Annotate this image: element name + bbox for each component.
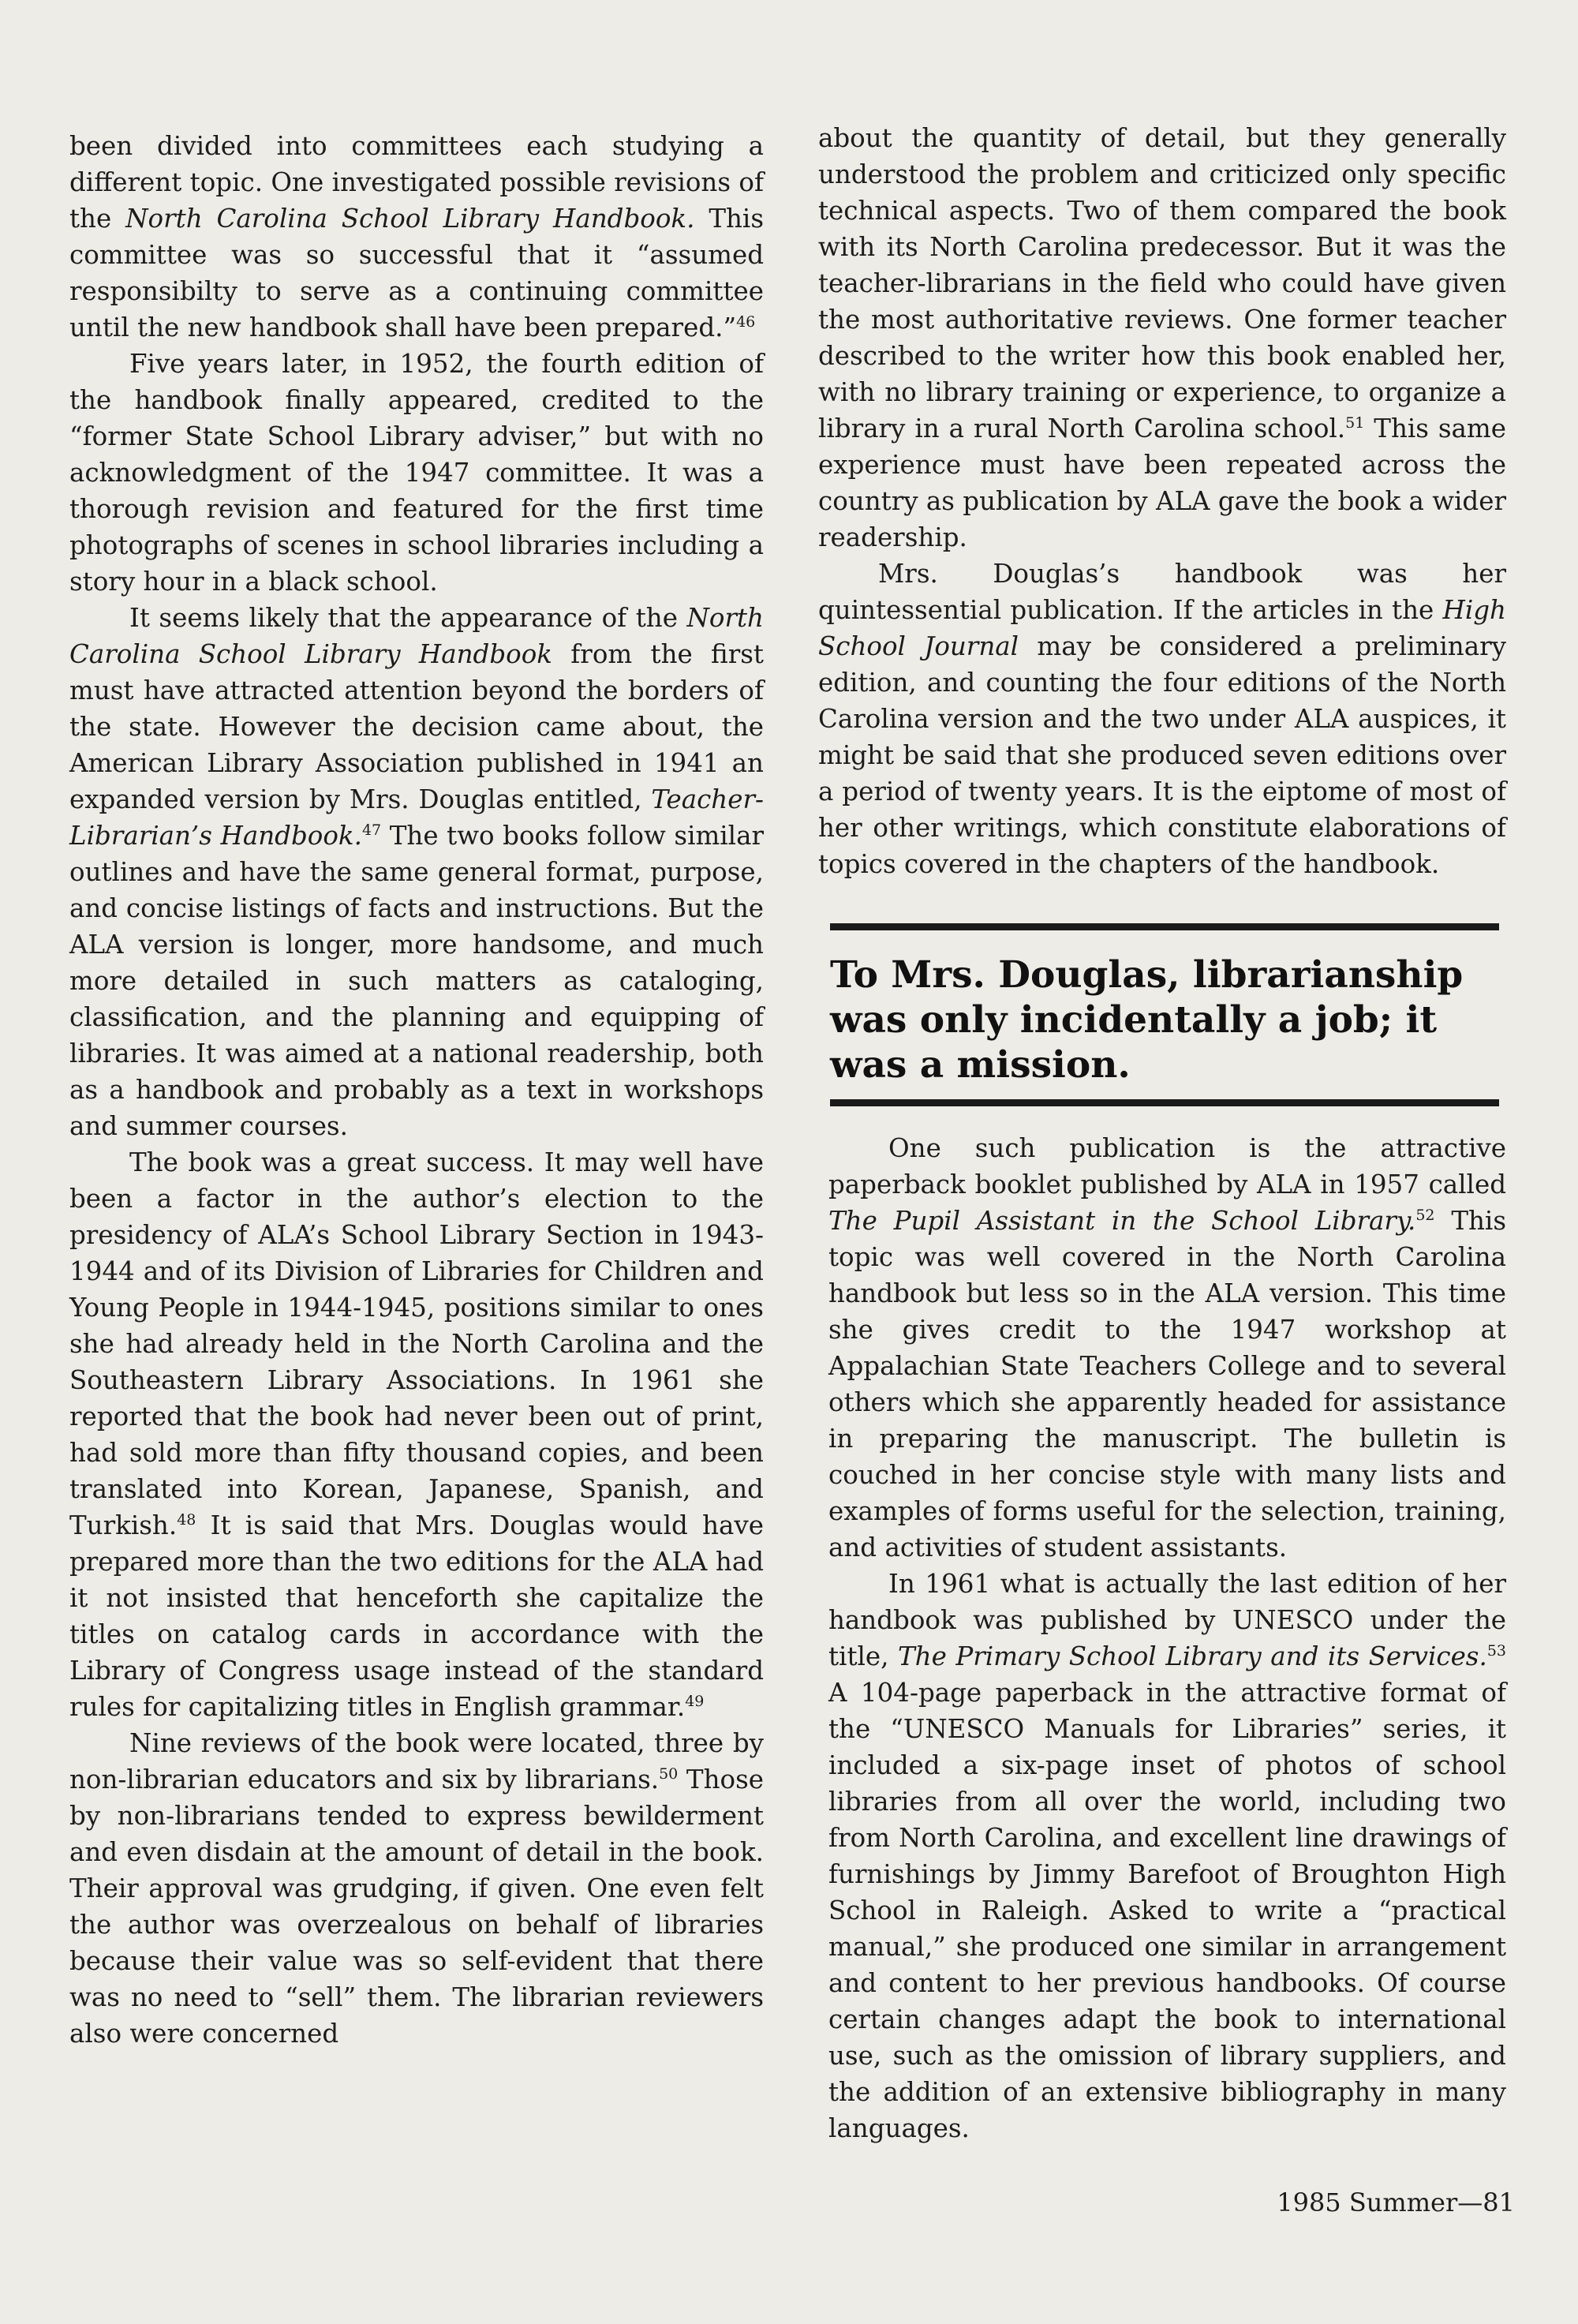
left-paragraph-2: Five years later, in 1952, the fourth edition of the handbook finally appeared, credited to the “former State School Library adviser,” but with no acknowledgment of the 1947 committee. It was a thorough revision and featured for the first time photographs of scenes in school libraries including a story hour in a black school.: [69, 349, 764, 597]
right-column-bottom: [828, 1130, 1506, 2146]
right-paragraph-1: about the quantity of detail, but they generally understood the problem and criticized only specific technical aspects. Two of them compared the book with its North Carolina predecessor. But it was the teacher-librarians in the field who could have given the most authoritative reviews. One former teacher described to the writer how this book enabled her, with no library training or experience, to organize a library in a rural North Carolina school.$^{51}$ This same experience must have been repeated across the country as publication by ALA gave the book a wider readership.: [818, 123, 1506, 552]
left-paragraph-5: Nine reviews of the book were located, three by non-librarian educators and six by librarians.$^{50}$ Those by non-librarians tended to express bewilderment and even disdain at the amount of detail in the book. Their approval was grudging, if given. One even felt the author was overzealous on behalf of libraries because their value was so self-evident that there was no need to “sell” them. The librarian reviewers also were concerned: [69, 1728, 764, 2049]
footnote-ref: 49: [685, 1693, 705, 1711]
page-folio: 1985 Summer—81: [1277, 2187, 1515, 2217]
left-column: [69, 128, 764, 2052]
book-title: North Carolina School Library Handbook: [69, 603, 764, 669]
left-paragraph-3: It seems likely that the appearance of the North Carolina School Library Handbook from the first must have attracted attention beyond the borders of the state. However the decision came about, the American Library Association published in 1941 an expanded version by Mrs. Douglas entitled, Teacher-Librarian’s Handbook.$^{47}$ The two books follow similar outlines and have the same general format, purpose, and concise listings of facts and instructions. But the ALA version is longer, more handsome, and much more detailed in such matters as cataloging, classification, and the planning and equipping of libraries. It was aimed at a national readership, both as a handbook and probably as a text in workshops and summer courses.: [69, 603, 764, 1141]
footnote-ref: 50: [659, 1765, 679, 1783]
right-paragraph-2: Mrs. Douglas’s handbook was her quintessential publication. If the articles in the High School Journal may be considered a preliminary edition, and counting the four editions of the North Carolina version and the two under ALA auspices, it might be said that she produced seven editions over a period of twenty years. It is the eiptome of most of her other writings, which constitute elaborations of topics covered in the chapters of the handbook.: [818, 559, 1506, 879]
left-paragraph-1: been divided into committees each studying a different topic. One investigated possible revisions of the North Carolina School Library Handbook. This committee was so successful that it “assumed responsibilty to serve as a continuing committee until the new handbook shall have been prepared.”$^{46}$: [69, 131, 764, 342]
pull-quote-top-rule: [830, 923, 1499, 930]
footnote-ref: 53: [1486, 1642, 1506, 1660]
book-title: Teacher-Librarian’s Handbook.: [69, 784, 764, 851]
left-paragraph-4: The book was a great success. It may well have been a factor in the author’s election to the presidency of ALA’s School Library Section in 1943-1944 and of its Division of Libraries for Children and Young People in 1944-1945, positions similar to ones she had already held in the North Carolina and the Southeastern Library Associations. In 1961 she reported that the book had never been out of print, had sold more than fifty thousand copies, and been translated into Korean, Japanese, Spanish, and Turkish.$^{48}$ It is said that Mrs. Douglas would have prepared more than the two editions for the ALA had it not insisted that henceforth she capitalize the titles on catalog cards in accordance with the Library of Congress usage instead of the standard rules for capitalizing titles in English grammar.$^{49}$: [69, 1147, 764, 1722]
footnote-ref: 47: [361, 821, 382, 840]
footnote-ref: 48: [177, 1511, 196, 1529]
journal-title: High School Journal: [818, 595, 1506, 661]
book-title: The Primary School Library and its Services.: [898, 1641, 1487, 1671]
book-title: The Pupil Assistant in the School Library.: [828, 1206, 1416, 1236]
footnote-ref: 52: [1415, 1207, 1435, 1225]
right-column-top: [818, 120, 1506, 882]
footnote-ref: 51: [1345, 414, 1365, 432]
pull-quote-bottom-rule: [830, 1099, 1499, 1106]
book-title: North Carolina School Library Handbook.: [125, 204, 695, 234]
footnote-ref: 46: [736, 313, 756, 331]
pull-quote: To Mrs. Douglas, librarianship was only incidentally a job; it was a mission.: [830, 953, 1464, 1087]
right-paragraph-3: One such publication is the attractive paperback booklet published by ALA in 1957 called The Pupil Assistant in the School Library.$^{52}$ This topic was well covered in the North Carolina handbook but less so in the ALA version. This time she gives credit to the 1947 workshop at Appalachian State Teachers College and to several others which she apparently headed for assistance in preparing the manuscript. The bulletin is couched in her concise style with many lists and examples of forms useful for the selection, training, and activities of student assistants.: [828, 1133, 1506, 1562]
right-paragraph-4: In 1961 what is actually the last edition of her handbook was published by UNESCO under the title, The Primary School Library and its Services.$^{53}$ A 104-page paperback in the attractive format of the “UNESCO Manuals for Libraries” series, it included a six-page inset of photos of school libraries from all over the world, including two from North Carolina, and excellent line drawings of furnishings by Jimmy Barefoot of Broughton High School in Raleigh. Asked to write a “practical manual,” she produced one similar in arrangement and content to her previous handbooks. Of course certain changes adapt the book to international use, such as the omission of library suppliers, and the addition of an extensive bibliography in many languages.: [828, 1569, 1506, 2143]
